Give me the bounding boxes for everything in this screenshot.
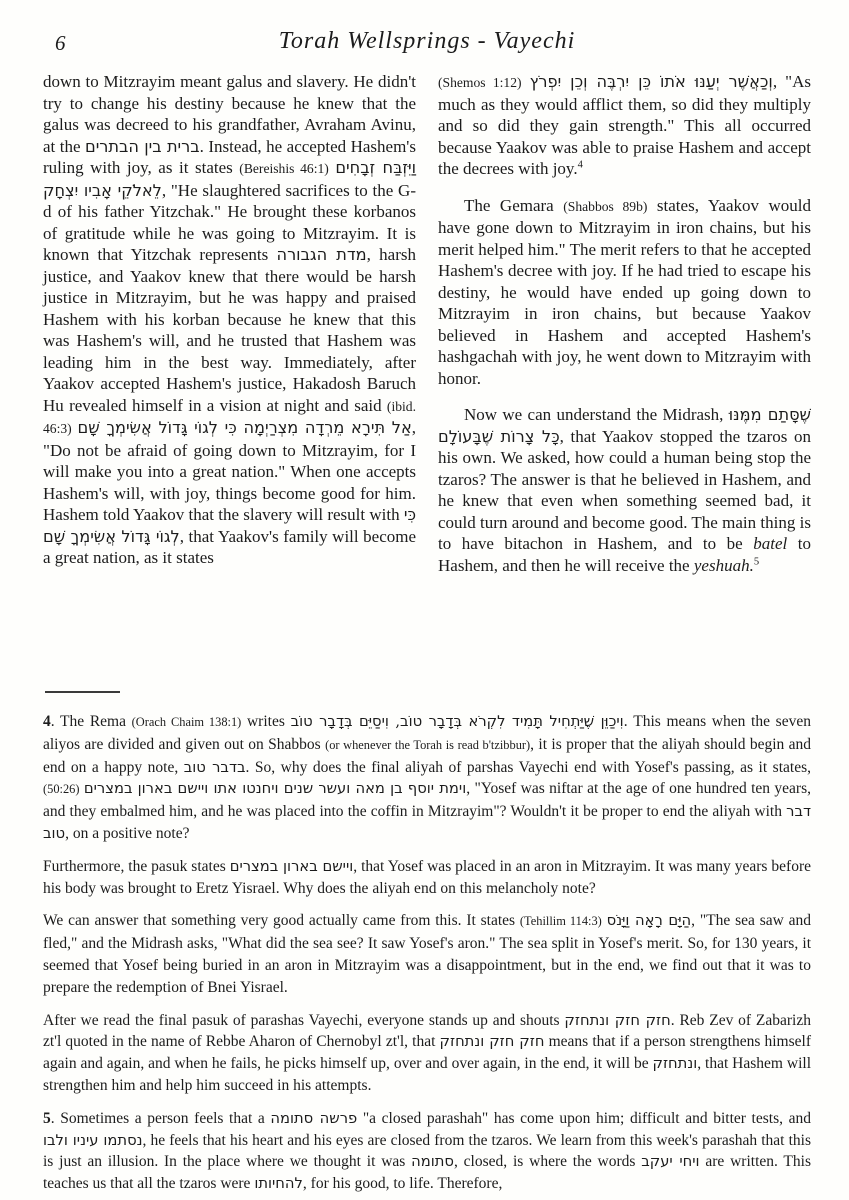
footnote-4-paragraph-1: 4. The Rema (Orach Chaim 138:1) writes וִיכַוֵּן שֶׁיַּתְחִיל תָּמִיד לִקְרֹא בְּדָבָר טוֹב, וִיסַיֵּם בְּדָבָר טוֹב. This means when the seven aliyos are divided and given out on Shabbos (or whenever the Torah is read b'tzibbur), it is proper that the aliyah should begin and end on a happy note, בדבר טוב. So, why does the final aliyah of parshas Vayechi end with Yosef's passing, as it states, (50:26) וימת יוסף בן מאה ועשר שנים ויחנטו אתו ויישם בארון במצרים, "Yosef was niftar at the age of one hundred ten years, and they embalmed him, and he was placed into the coffin in Mitzrayim"? Wouldn't it be proper to end the aliyah with דבר טוב, on a positive note? bbox=[43, 713, 812, 842]
main-text bbox=[43, 71, 811, 576]
page-header bbox=[43, 28, 811, 62]
footnotes-section bbox=[43, 711, 811, 1200]
footnote-4-paragraph-3: We can answer that something very good actually came from this. It states (Tehillim 114:3) הַיָּם רָאָה וַיָּנֹס, "The sea saw and fled," and the Midrash asks, "What did the sea see? It saw Yosef's aron." The sea split in Yosef's merit. So, for 130 years, it seemed that Yosef being buried in an aron in Mitzrayim was a disappointment, but in the end, we find out that it was to prepare the redemption of Bnei Yisrael. bbox=[43, 912, 812, 996]
footnote-4-paragraph-4: After we read the final pasuk of parashas Vayechi, everyone stands up and shouts חזק חזק ונתחזק. Reb Zev of Zabarizh zt'l quoted in the name of Rebbe Aharon of Chernobyl zt'l, that חזק חזק ונתחזק means that if a person strengthens himself again and again, and when he fails, he picks himself up, over and over again, in the end, it will be ונתחזק, that Hashem will strengthen him and help him succeed in his attempts. bbox=[43, 1011, 812, 1094]
body-paragraph-right-3: Now we can understand the Midrash, שֶׁסָּתַם מִמֶּנּוּ כָּל צָרוֹת שֶׁבָּעוֹלָם, that Yaakov stopped the tzaros on his own. We asked, how could a human being stop the tzaros? The answer is that he believed in Hashem, and he knew that even when something seemed bad, it could turn around and become good. The main thing is to have bitachon in Hashem, and to be batel to Hashem, and then he will receive the yeshuah.$^5$ bbox=[438, 405, 811, 575]
page-number: 6 bbox=[55, 31, 66, 55]
body-paragraph-right-1: (Shemos 1:12) וְכַאֲשֶׁר יְעַנּוּ אֹתוֹ כֵּן יִרְבֶּה וְכֵן יִפְרֹץ, "As much as they would afflict them, so did they multiply and so did they gain strength." This all occurred because Yaakov was able to praise Hashem and accept the decrees with joy.$^4$ bbox=[438, 72, 812, 178]
body-paragraph-left-1: down to Mitzrayim meant galus and slavery. He didn't try to change his destiny because he knew that the galus was decreed to his grandfather, Avraham Avinu, at the ברית בין הבתרים. Instead, he accepted Hashem's ruling with joy, as it states (Bereishis 46:1) וַיִּזְבַּח זְבָחִים לֵאלֹקֵי אָבִיו יִצְחָק, "He slaughtered sacrifices to the G-d of his father Yitzchak." He brought these korbanos of gratitude while he was going to Mitzrayim. It is known that Yitzchak represents מדת הגבורה, harsh justice, and Yaakov knew that there would be harsh justice in Mitzrayim, but he was happy and praised Hashem with his korban because he knew that this was Hashem's will, and he trusted that Hashem was leading him in the best way. Immediately, after Yaakov accepted Hashem's justice, Hakadosh Baruch Hu revealed himself in a vision at night and said (ibid. 46:3) אַל תִּירָא מֵרְדָה מִצְרַיְמָה כִּי לְגוֹי גָּדוֹל אֲשִׂימְךָ שָׁם, "Do not be afraid of going down to Mitzrayim, for I will make you into a great nation." When one accepts Hashem's will, with joy, things become good for him. Hashem told Yaakov that the slavery will result with כִּי לְגוֹי גָּדוֹל אֲשִׂימְךָ שָׁם, that Yaakov's family will become a great nation, as it states bbox=[43, 72, 417, 567]
footnote-5-paragraph-1: 5. Sometimes a person feels that a פרשה סתומה "a closed parashah" has come upon him; difficult and bitter tests, and נסתמו עיניו ולבו, he feels that his heart and his eyes are closed from the tzaros. We learn from this week's parashah that this is just an illusion. In the place where we thought it was סתומה, closed, is where the words ויחי יעקב are written. This teaches us that all the tzaros were להחיותו, for his good, to life. Therefore, bbox=[43, 1109, 811, 1193]
footnote-divider bbox=[45, 691, 120, 693]
page-title: Torah Wellsprings - Vayechi bbox=[278, 28, 576, 54]
footnote-4-paragraph-2: Furthermore, the pasuk states ויישם בארון במצרים, that Yosef was placed in an aron in Mitzrayim. It was many years before his body was brought to Eretz Yisrael. Why does the aliyah end on this melancholy note? bbox=[43, 857, 811, 897]
body-paragraph-right-2: The Gemara (Shabbos 89b) states, Yaakov would have gone down to Mitzrayim in iron chains, but his merit helped him." The merit refers to that he accepted Hashem's decree with joy. If he had tried to escape his destiny, he would have ended up going down to Mitzrayim in iron chains, but because Yaakov believed in Hashem and accepted Hashem's hashgachah with joy, he went down to Mitzrayim with honor. bbox=[438, 195, 811, 388]
right-column bbox=[438, 71, 811, 576]
left-column bbox=[43, 71, 416, 576]
